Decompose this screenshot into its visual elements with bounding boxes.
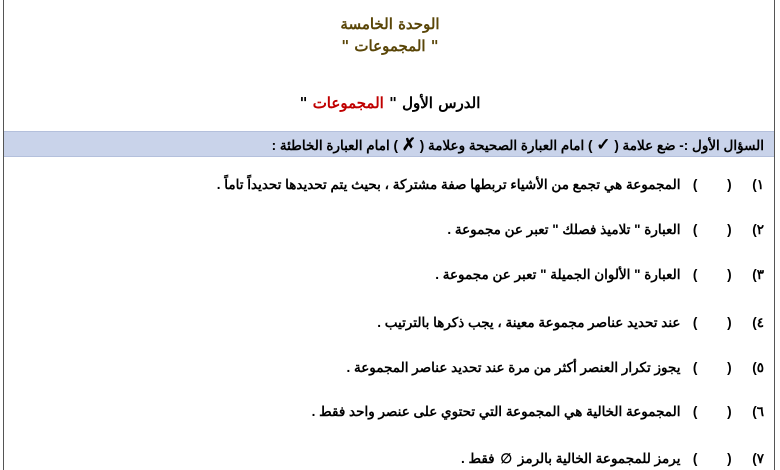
statement-1	[217, 175, 764, 195]
statement-text: المجموعة الخالية هي المجموعة التي تحتوي على عنصر واحد فقط .	[311, 404, 681, 419]
statement-number: ١)	[752, 177, 764, 192]
lesson-title	[0, 92, 780, 114]
statement-text: عند تحديد عناصر مجموعة معينة ، يجب ذكرها بالترتيب .	[377, 315, 681, 330]
statement-text: العبارة " الألوان الجميلة " تعبر عن مجموعة .	[435, 267, 681, 282]
answer-box[interactable]: ( )	[692, 267, 732, 282]
statement-text-after: فقط .	[461, 451, 495, 466]
check-mark-icon: ✓	[596, 135, 611, 154]
statement-text-before: يرمز للمجموعة الخالية بالرمز	[517, 451, 681, 466]
question-instruction	[272, 135, 764, 155]
unit-subtitle: " المجموعات "	[341, 37, 439, 55]
statement-5	[347, 358, 764, 378]
statement-6	[312, 402, 764, 422]
statement-7	[461, 449, 764, 469]
lesson-name: المجموعات	[312, 94, 384, 112]
question-part-3: ) امام العبارة الخاطئة :	[271, 138, 398, 153]
statement-4	[377, 313, 764, 333]
statement-number: ٧)	[752, 451, 764, 466]
statement-number: ٣)	[752, 267, 764, 282]
answer-box[interactable]: ( )	[692, 451, 732, 466]
page-border-left	[3, 0, 4, 470]
lesson-suffix: "	[299, 94, 308, 112]
statement-number: ٢)	[752, 222, 764, 237]
empty-set-symbol-icon: ∅	[500, 451, 513, 466]
answer-box[interactable]: ( )	[692, 360, 732, 375]
statement-text: يجوز تكرار العنصر أكثر من مرة عند تحديد عناصر المجموعة .	[346, 360, 681, 375]
question-part-2: ) امام العبارة الصحيحة وعلامة (	[419, 138, 593, 153]
lesson-prefix: الدرس الأول "	[389, 94, 481, 112]
statement-3	[435, 265, 764, 285]
statement-2	[447, 220, 764, 240]
unit-title: الوحدة الخامسة	[340, 15, 440, 33]
page-border-right	[774, 0, 775, 470]
answer-box[interactable]: ( )	[692, 177, 732, 192]
answer-box[interactable]: ( )	[692, 404, 732, 419]
question-part-1: السؤال الأول :- ضع علامة (	[614, 138, 764, 153]
statement-number: ٤)	[752, 315, 764, 330]
answer-box[interactable]: ( )	[692, 315, 732, 330]
statement-number: ٥)	[752, 360, 764, 375]
question-bar	[4, 131, 774, 157]
cross-mark-icon: ✗	[401, 135, 416, 154]
statement-number: ٦)	[752, 404, 764, 419]
statement-text: العبارة " تلاميذ فصلك " تعبر عن مجموعة .	[447, 222, 681, 237]
statement-text: المجموعة هي تجمع من الأشياء تربطها صفة مشتركة ، بحيث يتم تحديدها تحديداً تاماً .	[216, 177, 681, 192]
answer-box[interactable]: ( )	[692, 222, 732, 237]
